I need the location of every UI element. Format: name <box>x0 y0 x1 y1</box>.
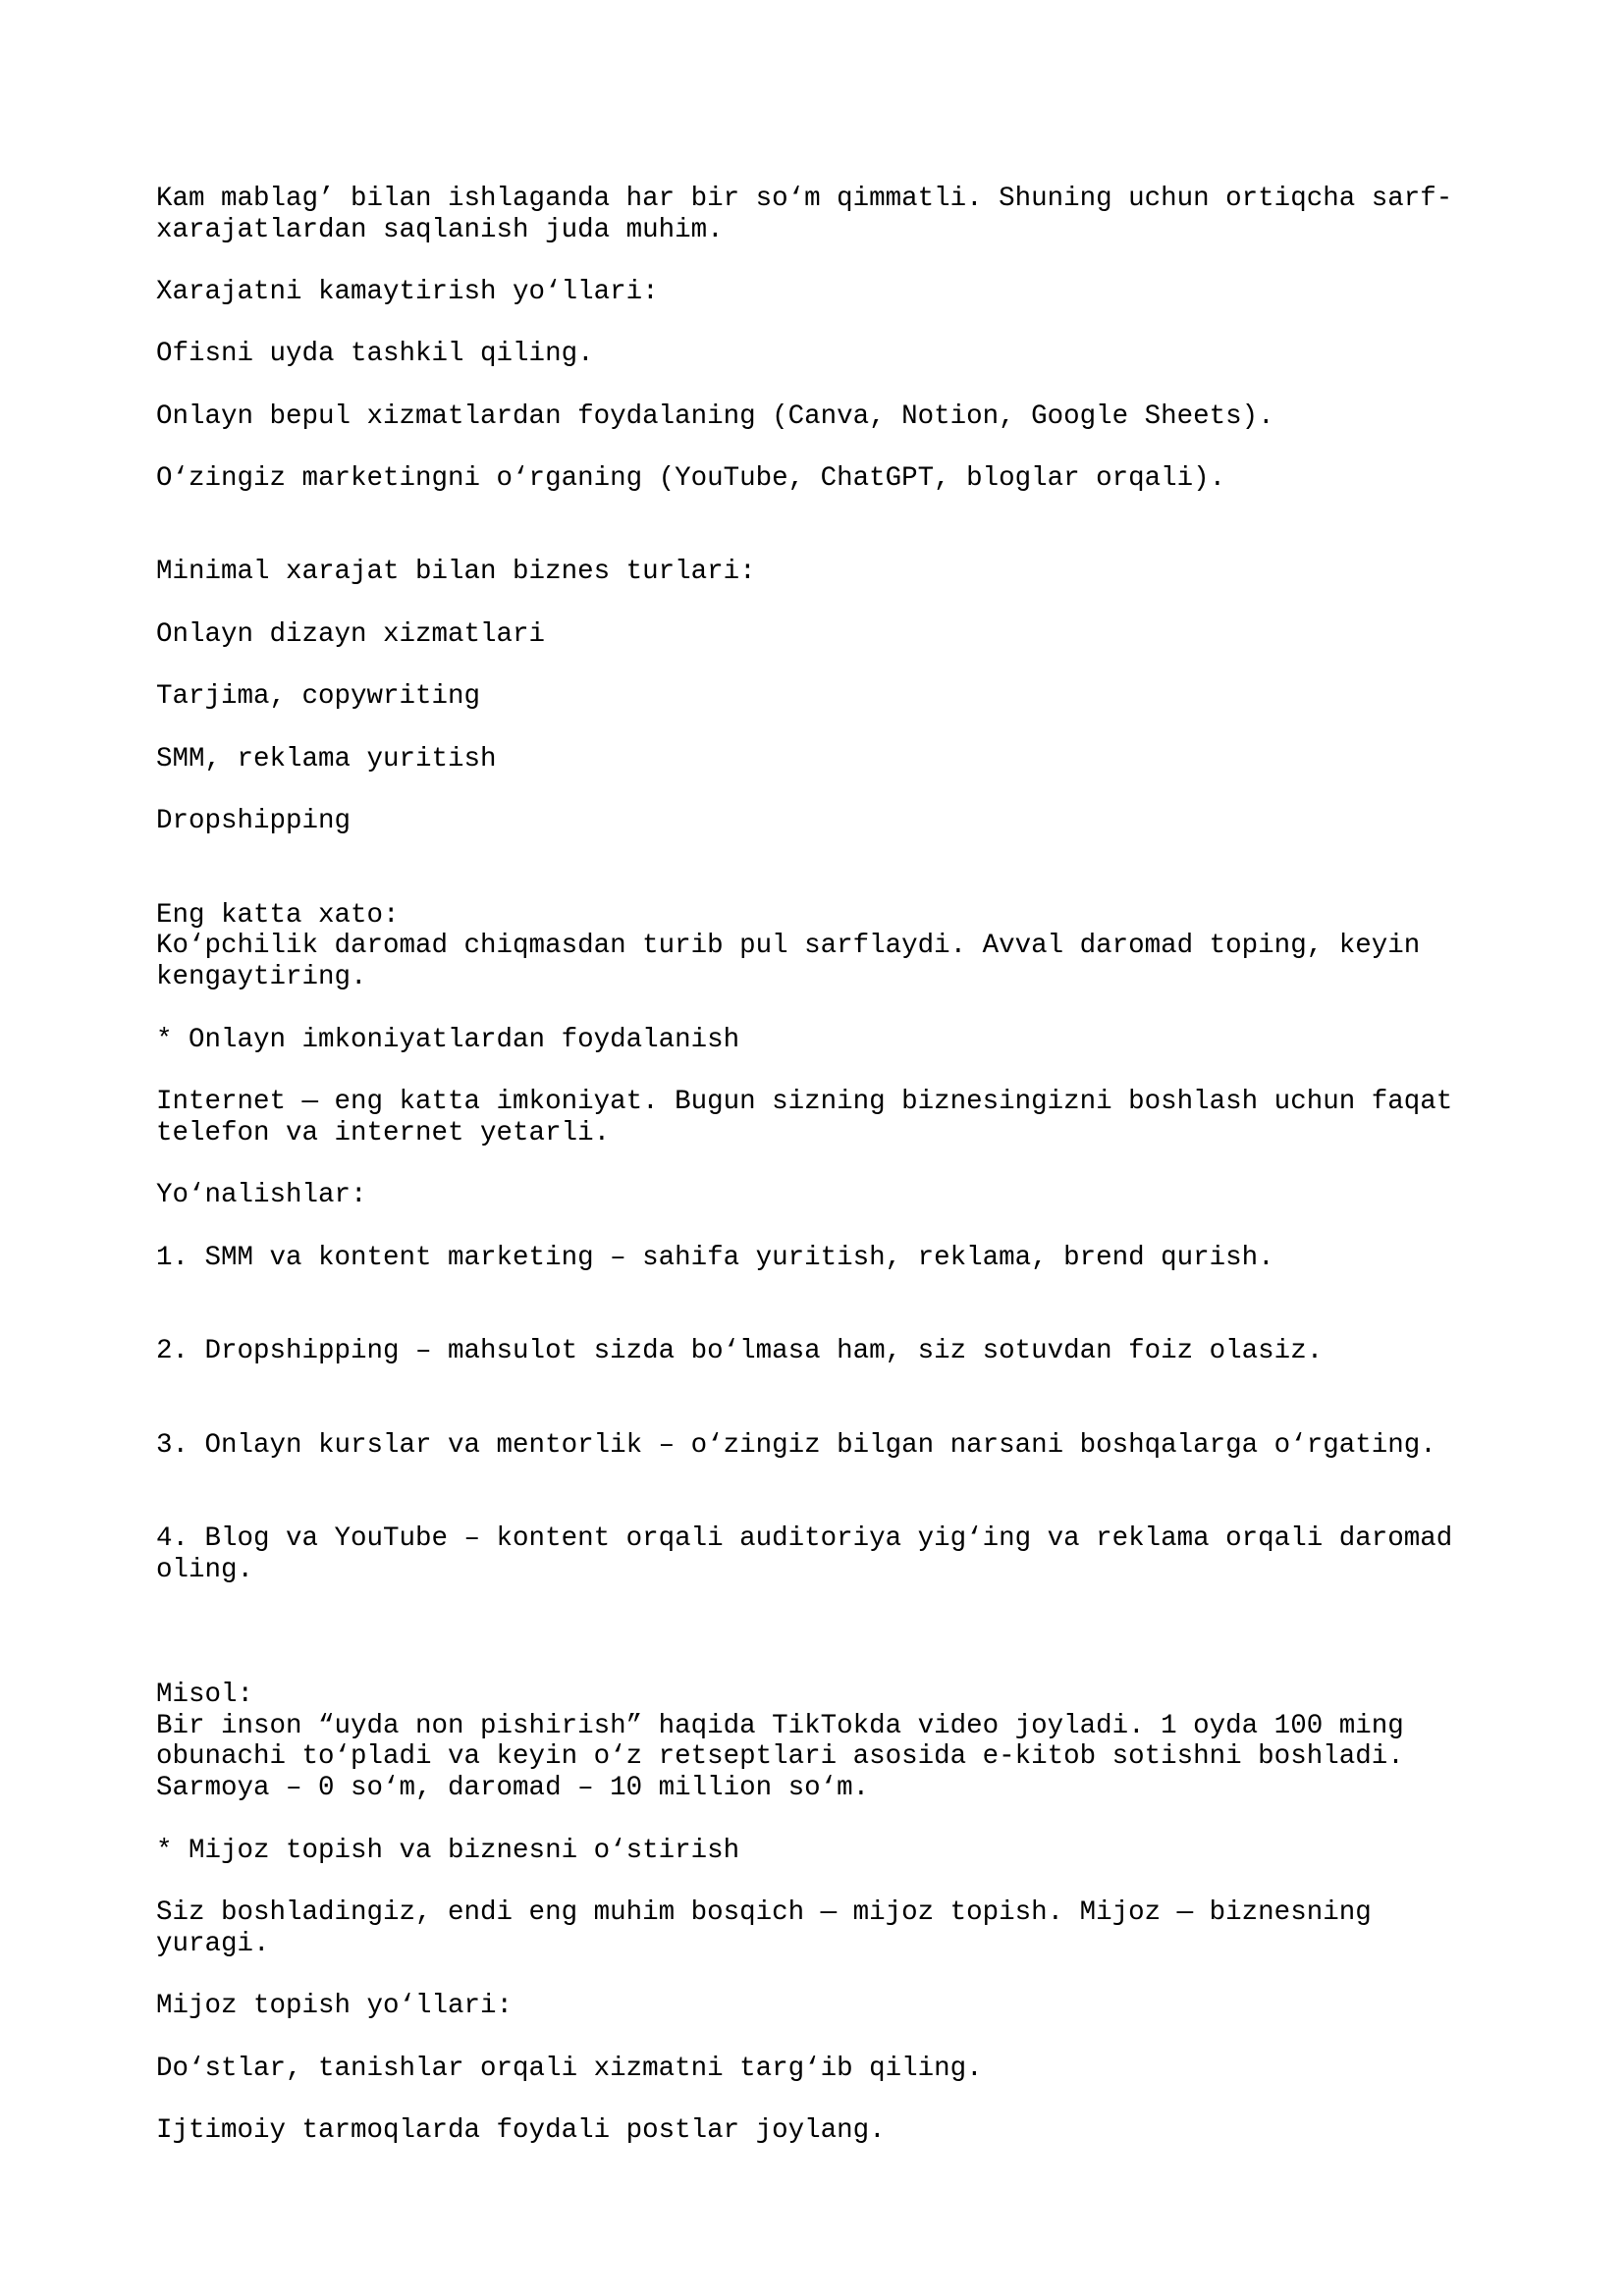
paragraph-line: Sarmoya – 0 so‘m, daromad – 10 million so‘m. <box>156 1773 870 1803</box>
paragraph-line: kengaytiring. <box>156 962 367 992</box>
list-item: oling. <box>156 1555 254 1585</box>
section-heading: Misol: <box>156 1680 254 1710</box>
section-heading: Yo‘nalishlar: <box>156 1180 367 1210</box>
paragraph-line: O‘zingiz marketingni o‘rganing (YouTube, ChatGPT, bloglar orqali). <box>156 463 1226 494</box>
paragraph-line: xarajatlardan saqlanish juda muhim. <box>156 215 724 245</box>
section-heading: * Mijoz topish va biznesni o‘stirish <box>156 1836 740 1866</box>
paragraph-line: telefon va internet yetarli. <box>156 1118 611 1148</box>
paragraph-line: Ko‘pchilik daromad chiqmasdan turib pul sarflaydi. Avval daromad toping, keyin <box>156 931 1421 961</box>
paragraph-line: obunachi to‘pladi va keyin o‘z retseptlari asosida e-kitob sotishni boshladi. <box>156 1741 1404 1772</box>
paragraph-line: Onlayn bepul xizmatlardan foydalaning (Canva, Notion, Google Sheets). <box>156 401 1274 432</box>
paragraph-line: Siz boshladingiz, endi eng muhim bosqich — mijoz topish. Mijoz — biznesning <box>156 1897 1372 1928</box>
list-item: 2. Dropshipping – mahsulot sizda bo‘lmasa ham, siz sotuvdan foiz olasiz. <box>156 1336 1324 1366</box>
paragraph-line: Bir inson “uyda non pishirish” haqida TikTokda video joyladi. 1 oyda 100 ming <box>156 1711 1404 1741</box>
section-heading: * Onlayn imkoniyatlardan foydalanish <box>156 1025 740 1055</box>
list-item: 4. Blog va YouTube – kontent orqali auditoriya yig‘ing va reklama orqali daromad <box>156 1523 1453 1554</box>
section-heading: Eng katta xato: <box>156 900 400 931</box>
paragraph-line: Dropshipping <box>156 806 352 836</box>
paragraph-line: yuragi. <box>156 1929 270 1959</box>
section-heading: Xarajatni kamaytirish yo‘llari: <box>156 277 659 307</box>
section-heading: Minimal xarajat bilan biznes turlari: <box>156 557 756 587</box>
paragraph-line: Do‘stlar, tanishlar orqali xizmatni targ‘ib qiling. <box>156 2054 983 2084</box>
paragraph-line: Tarjima, copywriting <box>156 681 481 712</box>
paragraph-line: Internet — eng katta imkoniyat. Bugun sizning biznesingizni boshlash uchun faqat <box>156 1087 1453 1117</box>
paragraph-line: SMM, reklama yuritish <box>156 744 497 774</box>
paragraph-line: Ijtimoiy tarmoqlarda foydali postlar joylang. <box>156 2115 886 2146</box>
list-item: 3. Onlayn kurslar va mentorlik – o‘zingiz bilgan narsani boshqalarga o‘rgating. <box>156 1430 1436 1461</box>
paragraph-line: Kam mablag’ bilan ishlaganda har bir so‘m qimmatli. Shuning uchun ortiqcha sarf- <box>156 184 1453 214</box>
list-item: 1. SMM va kontent marketing – sahifa yuritish, reklama, brend qurish. <box>156 1243 1274 1273</box>
paragraph-line: Ofisni uyda tashkil qiling. <box>156 339 594 369</box>
section-heading: Mijoz topish yo‘llari: <box>156 1991 514 2021</box>
paragraph-line: Onlayn dizayn xizmatlari <box>156 619 546 650</box>
